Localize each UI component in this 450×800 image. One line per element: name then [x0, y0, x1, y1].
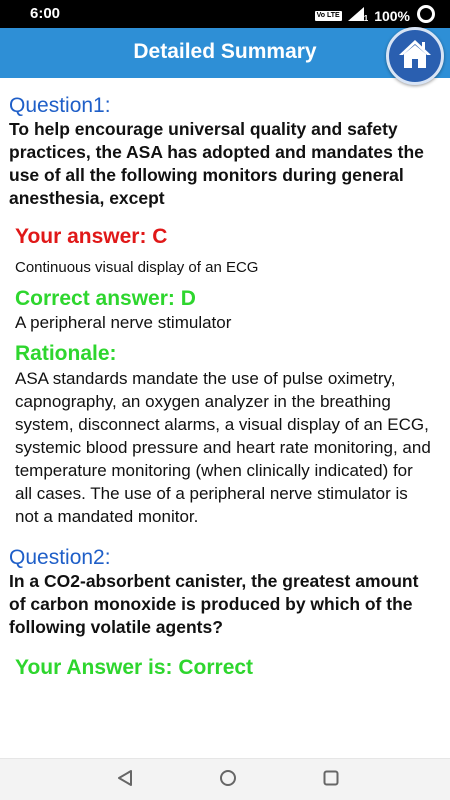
page-title: Detailed Summary: [133, 40, 317, 63]
signal-badge: 1: [363, 14, 369, 23]
question1-title: Question1:: [9, 94, 111, 117]
correct-answer-text: A peripheral nerve stimulator: [15, 313, 232, 332]
navigation-bar: [0, 758, 450, 800]
home-icon: [398, 38, 432, 75]
home-nav-button[interactable]: [217, 769, 239, 791]
back-icon: [116, 769, 134, 792]
rationale-text: ASA standards mandate the use of pulse oximetry, capnography, an oxygen analyzer in the breathing system, disconnect alarms, a visual display of an ECG, systemic blood pressure and heart rate monitoring, and temperature monitoring (when clinically indicated) for all cases. The use of a peripheral nerve stimulator is not a mandated monitor.: [15, 369, 431, 526]
status-time: 6:00: [30, 5, 61, 22]
correct-answer-label: Correct answer: D: [15, 287, 196, 310]
question2-title: Question2:: [9, 546, 111, 569]
recents-button[interactable]: [320, 769, 342, 791]
square-recents-icon: [322, 769, 340, 792]
rationale-title: Rationale:: [15, 342, 117, 365]
summary-content: [9, 94, 434, 681]
question2-result: Your Answer is: Correct: [15, 656, 254, 679]
volte-label: Vo LTE: [316, 11, 340, 19]
app-bar: [0, 28, 450, 78]
back-button[interactable]: [114, 769, 136, 791]
volte-badge: [315, 11, 342, 21]
status-icons: [315, 4, 436, 27]
your-answer-label: Your answer: C: [15, 225, 168, 248]
signal-icon: [348, 7, 364, 24]
question2-text: In a CO2-absorbent canister, the greatest amount of carbon monoxide is produced by which of the following volatile agents?: [9, 571, 419, 637]
battery-percent: 100%: [374, 7, 410, 24]
your-answer-text: Continuous visual display of an ECG: [15, 259, 259, 276]
battery-icon: [416, 4, 436, 27]
home-button[interactable]: [386, 27, 444, 85]
circle-home-icon: [219, 769, 237, 792]
status-bar: [0, 0, 450, 28]
question1-text: To help encourage universal quality and safety practices, the ASA has adopted and mandates the use of all the following monitors during general anesthesia, except: [9, 119, 424, 208]
